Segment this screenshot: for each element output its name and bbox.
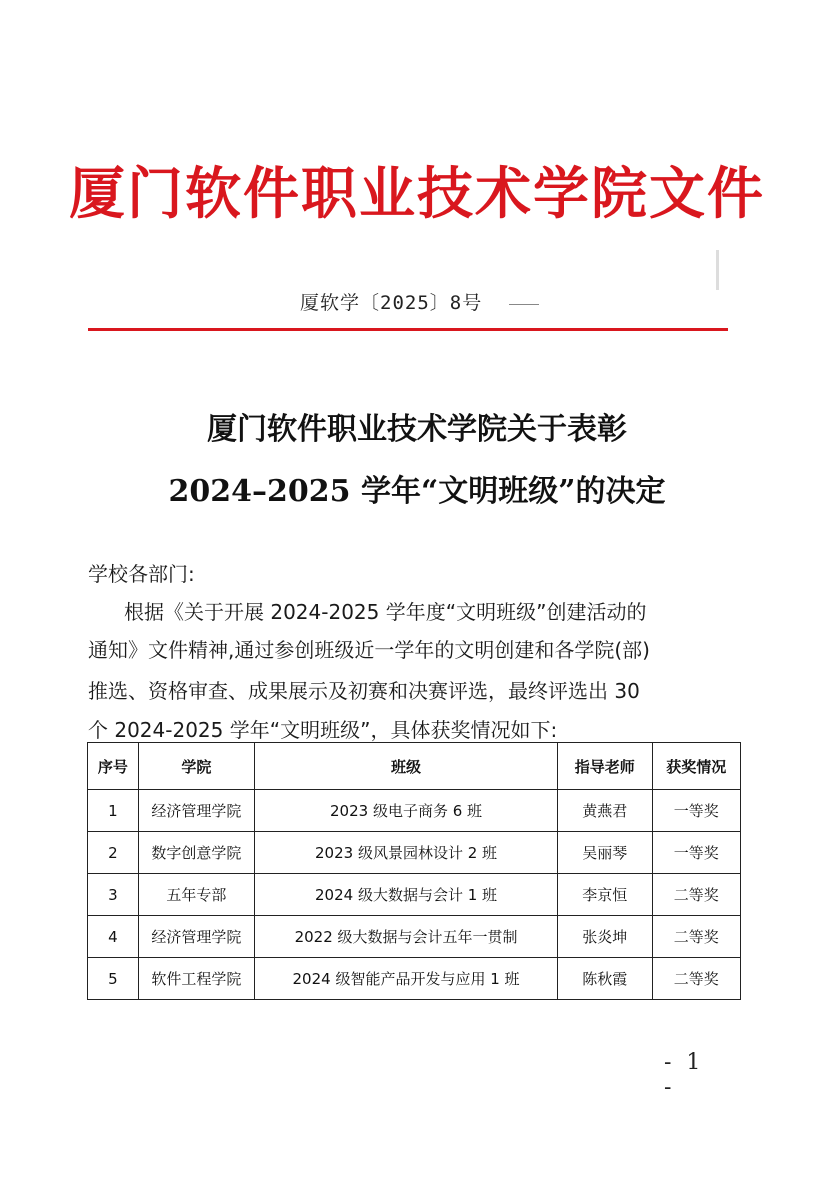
salutation: 学校各部门: <box>88 562 195 586</box>
cell-college: 数字创意学院 <box>138 832 254 874</box>
cell-award: 二等奖 <box>652 916 741 958</box>
cell-college: 经济管理学院 <box>138 916 254 958</box>
doc-number-underline <box>509 304 539 305</box>
table-row <box>88 790 741 832</box>
cell-advisor: 陈秋霞 <box>558 958 652 1000</box>
cell-college: 五年专部 <box>138 874 254 916</box>
cell-index: 4 <box>88 916 139 958</box>
page-number: - 1 - <box>664 1050 705 1100</box>
document-title-line-2: 2024–2025 学年“文明班级”的决定 <box>168 474 666 509</box>
cell-award: 二等奖 <box>652 958 741 1000</box>
cell-award: 一等奖 <box>652 790 741 832</box>
body-line-1: 根据《关于开展 2024-2025 学年度“文明班级”创建活动的 <box>124 600 647 624</box>
cell-class: 2024 级智能产品开发与应用 1 班 <box>255 958 558 1000</box>
body-line-2: 通知》文件精神,通过参创班级近一学年的文明创建和各学院(部) <box>88 638 650 662</box>
cell-class: 2022 级大数据与会计五年一贯制 <box>255 916 558 958</box>
cell-index: 2 <box>88 832 139 874</box>
header-index: 序号 <box>88 743 139 790</box>
table-row <box>88 958 741 1000</box>
cell-class: 2024 级大数据与会计 1 班 <box>255 874 558 916</box>
body-line-3: 推选、资格审查、成果展示及初赛和决赛评选，最终评选出 30 <box>88 679 640 703</box>
cell-award: 二等奖 <box>652 874 741 916</box>
awards-table <box>87 742 741 1000</box>
body-line-4: 个 2024-2025 学年“文明班级”，具体获奖情况如下: <box>88 718 558 742</box>
cell-advisor: 张炎坤 <box>558 916 652 958</box>
cell-index: 5 <box>88 958 139 1000</box>
table-header-row <box>88 743 741 790</box>
header-advisor: 指导老师 <box>558 743 652 790</box>
document-number: 厦软学〔2025〕8号 <box>300 292 483 314</box>
document-title-line-1: 厦门软件职业技术学院关于表彰 <box>207 412 627 447</box>
header-award: 获奖情况 <box>652 743 741 790</box>
header-class: 班级 <box>255 743 558 790</box>
masthead-title: 厦门软件职业技术学院文件 <box>69 161 765 227</box>
cell-class: 2023 级电子商务 6 班 <box>255 790 558 832</box>
cell-index: 1 <box>88 790 139 832</box>
cell-index: 3 <box>88 874 139 916</box>
cell-award: 一等奖 <box>652 832 741 874</box>
cell-college: 软件工程学院 <box>138 958 254 1000</box>
cell-advisor: 李京恒 <box>558 874 652 916</box>
cell-college: 经济管理学院 <box>138 790 254 832</box>
header-college: 学院 <box>138 743 254 790</box>
cell-advisor: 黄燕君 <box>558 790 652 832</box>
scan-mark <box>716 250 719 290</box>
table-row <box>88 916 741 958</box>
cell-advisor: 吴丽琴 <box>558 832 652 874</box>
red-separator-line <box>88 328 728 331</box>
table-row <box>88 832 741 874</box>
cell-class: 2023 级风景园林设计 2 班 <box>255 832 558 874</box>
table-row <box>88 874 741 916</box>
